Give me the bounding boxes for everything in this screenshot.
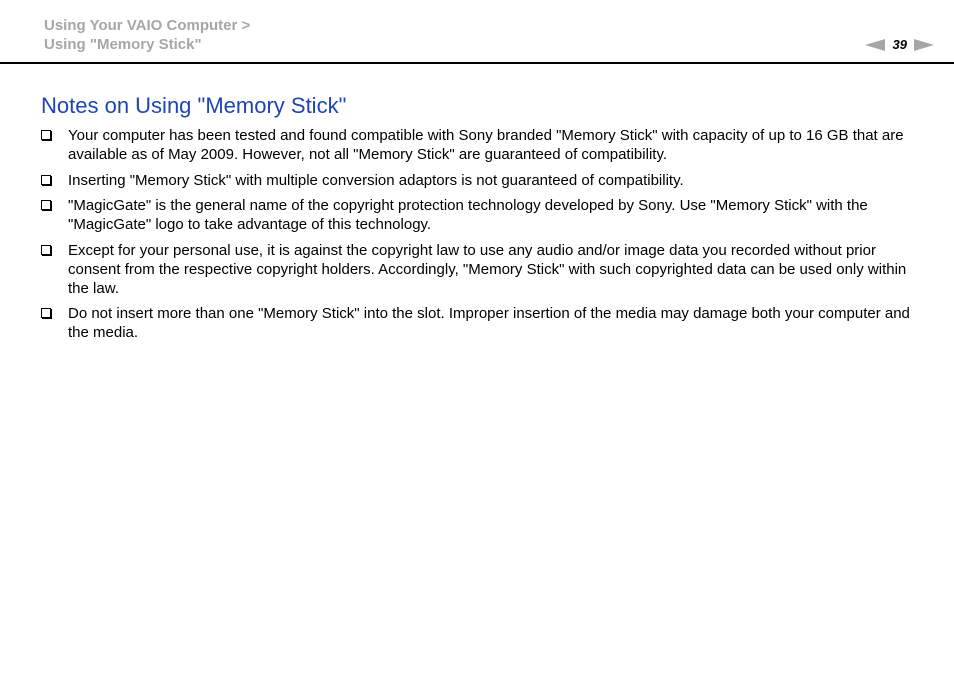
page-title: Notes on Using "Memory Stick" (41, 93, 347, 118)
note-text: Inserting "Memory Stick" with multiple conversion adaptors is not guaranteed of compatibility. (68, 171, 684, 189)
list-item (40, 171, 918, 190)
note-text: Your computer has been tested and found compatible with Sony branded "Memory Stick" with capacity of up to 16 GB that are available as of May 2009. However, not all "Memory Stick" are guaranteed of compatibility. (68, 127, 904, 163)
breadcrumb-parent: Using Your VAIO Computer > (44, 17, 251, 34)
breadcrumb-current: Using "Memory Stick" (44, 36, 202, 53)
note-text: Do not insert more than one "Memory Stick" into the slot. Improper insertion of the media may damage both your computer and the media. (68, 305, 910, 341)
note-text: Except for your personal use, it is against the copyright law to use any audio and/or image data you recorded without prior consent from the respective copyright holders. Accordingly, "Memory Stick" with such copyrighted data can be used only within the law. (68, 241, 907, 297)
note-text: "MagicGate" is the general name of the copyright protection technology developed by Sony. Use "Memory Stick" with the "MagicGate" logo to take advantage of this technology. (68, 197, 868, 233)
list-item (40, 126, 918, 164)
checkbox-icon (41, 245, 51, 255)
list-item (40, 241, 918, 298)
checkbox-icon (41, 175, 51, 185)
previous-page-arrow-icon[interactable] (865, 39, 885, 51)
checkbox-icon (41, 130, 51, 140)
header-divider (0, 62, 954, 64)
next-page-arrow-icon[interactable] (914, 39, 934, 51)
list-item (40, 304, 918, 342)
breadcrumb (44, 16, 250, 54)
notes-list (40, 126, 918, 349)
checkbox-icon (41, 308, 51, 318)
page-number: 39 (892, 37, 907, 52)
list-item (40, 196, 918, 234)
page-navigation (865, 37, 934, 53)
checkbox-icon (41, 200, 51, 210)
